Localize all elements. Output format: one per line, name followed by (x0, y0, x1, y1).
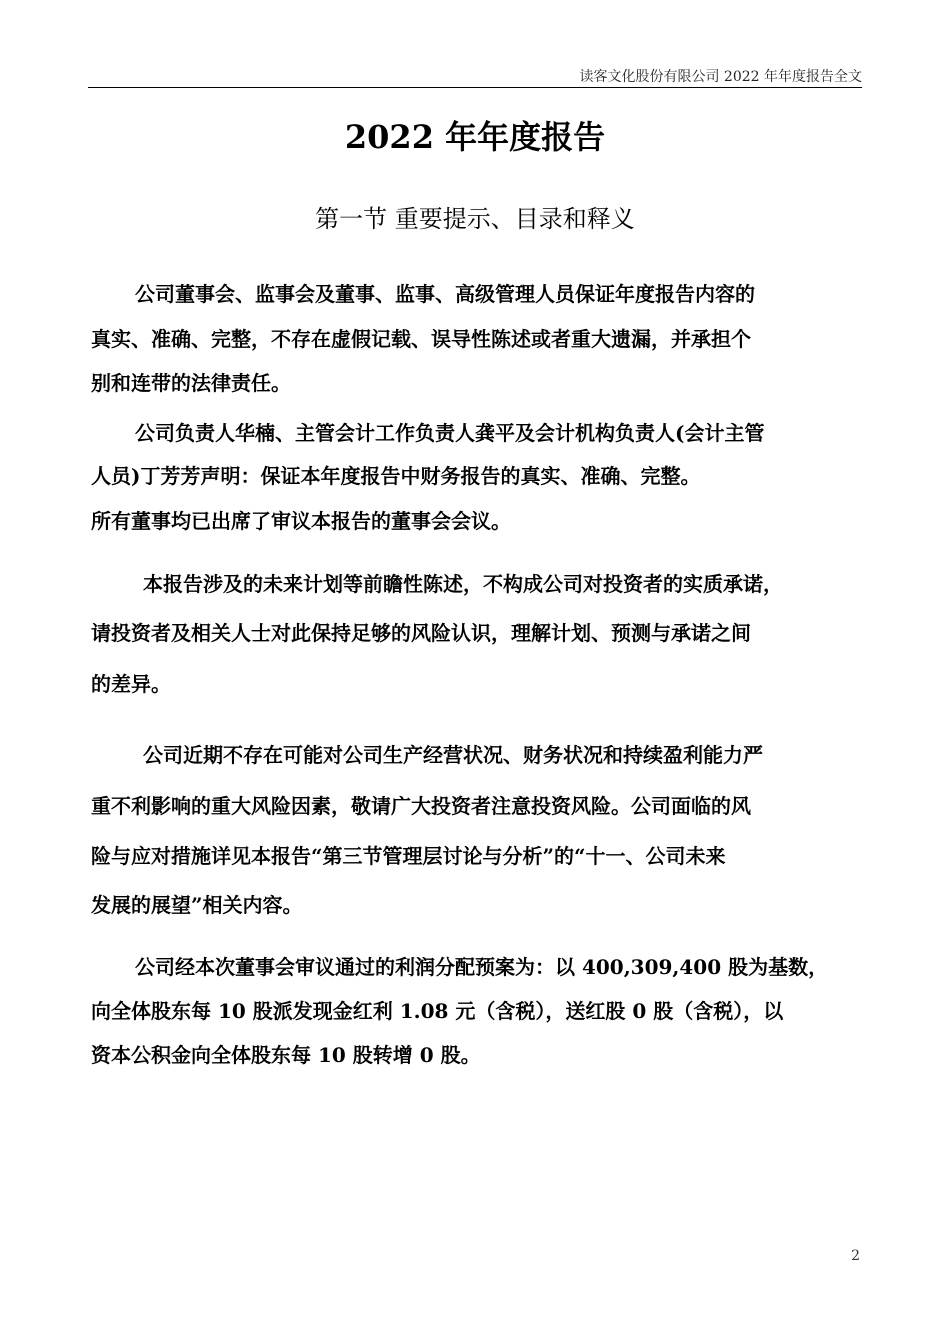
text-line: 的差异。 (91, 672, 171, 696)
section-title: 第一节 重要提示、目录和释义 (315, 205, 635, 233)
page-number: 2 (851, 1248, 860, 1264)
text-line: 别和连带的法律责任。 (91, 371, 291, 395)
text-line: 公司近期不存在可能对公司生产经营状况、财务状况和持续盈利能力严 (143, 743, 763, 767)
text-line: 公司负责人华楠、主管会计工作负责人龚平及会计机构负责人(会计主管 (135, 421, 765, 445)
text-line: 本报告涉及的未来计划等前瞻性陈述，不构成公司对投资者的实质承诺， (143, 572, 783, 596)
text-line: 请投资者及相关人士对此保持足够的风险认识，理解计划、预测与承诺之间 (91, 621, 751, 645)
text-line: 公司董事会、监事会及董事、监事、高级管理人员保证年度报告内容的 (135, 282, 755, 306)
text-line: 险与应对措施详见本报告“第三节管理层讨论与分析”的“十一、公司未来 (91, 844, 726, 868)
text-line: 人员)丁芳芳声明：保证本年度报告中财务报告的真实、准确、完整。 (91, 464, 701, 488)
page-header-text: 读客文化股份有限公司 2022 年年度报告全文 (579, 69, 862, 85)
text-line: 发展的展望”相关内容。 (91, 893, 303, 917)
text-line: 真实、准确、完整，不存在虚假记载、误导性陈述或者重大遗漏，并承担个 (91, 327, 751, 351)
text-line: 资本公积金向全体股东每 10 股转增 0 股。 (91, 1043, 481, 1067)
report-title: 2022 年年度报告 (344, 118, 606, 156)
header-divider (88, 87, 862, 88)
text-line: 重不利影响的重大风险因素，敬请广大投资者注意投资风险。公司面临的风 (91, 794, 751, 818)
text-line: 公司经本次董事会审议通过的利润分配预案为：以 400,309,400 股为基数， (135, 955, 829, 979)
text-line: 向全体股东每 10 股派发现金红利 1.08 元（含税），送红股 0 股（含税），以 (91, 999, 784, 1023)
text-line: 所有董事均已出席了审议本报告的董事会会议。 (91, 509, 511, 533)
